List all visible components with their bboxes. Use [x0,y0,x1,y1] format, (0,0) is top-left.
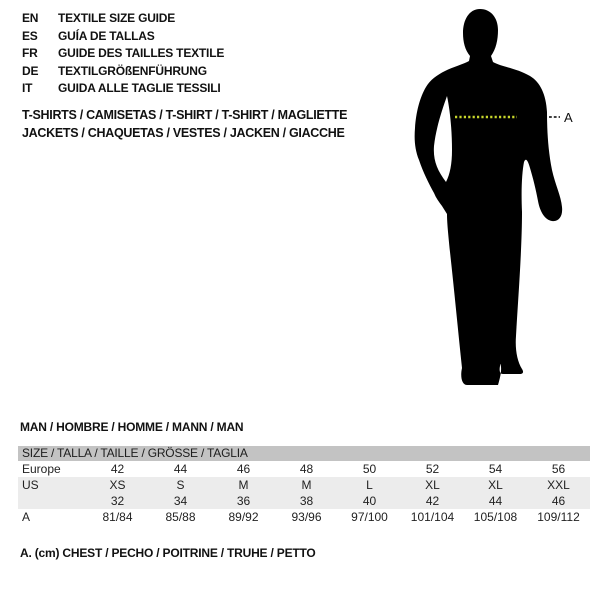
language-label: TEXTILE SIZE GUIDE [58,11,176,25]
language-row-fr [22,45,224,63]
language-row-de [22,63,224,81]
language-code: EN [22,11,39,25]
table-cell: XL [425,478,440,492]
section-title-man: MAN / HOMBRE / HOMME / MANN / MAN [20,420,244,434]
table-row-us [18,477,590,493]
table-cell: 89/92 [228,510,259,524]
language-code: IT [22,81,33,95]
table-cell: 52 [425,462,440,476]
table-cell: 54 [488,462,503,476]
row-label [18,493,86,509]
table-cell: 34 [173,494,188,508]
category-jackets: JACKETS / CHAQUETAS / VESTES / JACKEN / GIACCHE [22,126,345,140]
language-row-en [22,10,224,28]
size-table [18,446,590,525]
category-tshirts: T-SHIRTS / CAMISETAS / T-SHIRT / T-SHIRT / MAGLIETTE [22,108,348,122]
table-cell: M [301,478,312,492]
man-silhouette-shape [415,9,563,385]
language-list [22,10,224,98]
table-cell: 97/100 [351,510,388,524]
table-cell: 44 [173,462,188,476]
table-cell: XXL [547,478,570,492]
table-cell: XS [109,478,126,492]
language-code: ES [22,28,38,43]
table-cell: L [366,478,373,492]
language-label: GUIDE DES TAILLES TEXTILE [58,46,225,60]
table-cell: 109/112 [537,510,580,524]
table-cell: 85/88 [165,510,196,524]
chest-measure-label: A [564,110,573,125]
man-silhouette [390,0,600,420]
language-row-es [22,28,224,46]
table-cell: 48 [299,462,314,476]
table-cell: M [238,478,249,492]
row-label: Europe [22,462,61,476]
table-cell: 42 [110,462,125,476]
language-code: DE [22,63,39,78]
row-label: A [22,510,31,524]
table-cell: 93/96 [291,510,322,524]
table-cell: 44 [488,494,503,508]
table-row-europe [18,461,590,477]
table-cell: XL [488,478,503,492]
language-row-it [22,80,224,98]
table-cell: 40 [362,494,377,508]
language-label: GUÍA DE TALLAS [58,28,155,43]
table-cell: 56 [551,462,566,476]
table-cell: 42 [425,494,440,508]
table-cell: 101/104 [410,510,455,524]
row-label: US [22,478,39,492]
table-cell: 105/108 [473,510,518,524]
table-cell: 81/84 [102,510,133,524]
table-row-alt-size [18,493,590,509]
table-cell: 46 [236,462,251,476]
table-cell: 50 [362,462,377,476]
language-label: TEXTILGRÖßENFÜHRUNG [58,63,207,78]
language-label: GUIDA ALLE TAGLIE TESSILI [58,81,221,95]
table-cell: S [176,478,185,492]
table-cell: 32 [110,494,125,508]
category-block [22,106,347,142]
table-row-chest [18,509,590,525]
size-table-header: SIZE / TALLA / TAILLE / GRÖSSE / TAGLIA [18,446,590,461]
language-code: FR [22,46,38,60]
measurement-footnote: A. (cm) CHEST / PECHO / POITRINE / TRUHE / PETTO [20,546,316,560]
table-cell: 46 [551,494,566,508]
table-cell: 38 [299,494,314,508]
table-cell: 36 [236,494,251,508]
